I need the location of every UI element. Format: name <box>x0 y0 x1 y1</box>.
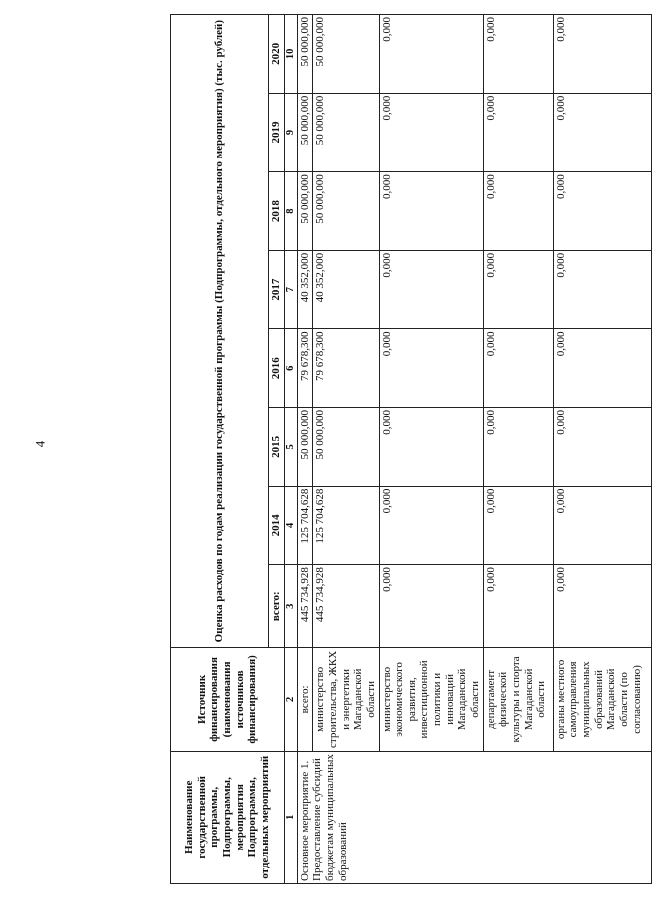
column-index: 9 <box>284 93 297 172</box>
value-cell: 125 704,628 <box>297 486 313 565</box>
column-index: 10 <box>284 15 297 94</box>
value-cell: 0,000 <box>379 565 483 648</box>
value-cell: 0,000 <box>379 172 483 251</box>
header-year: 2020 <box>269 15 285 94</box>
value-cell: 50 000,000 <box>313 15 379 94</box>
value-cell: 0,000 <box>553 15 651 94</box>
value-cell: 0,000 <box>379 15 483 94</box>
value-cell: 0,000 <box>379 408 483 487</box>
budget-table <box>170 14 652 884</box>
source-cell: министерство строительства, ЖКХ и энергетики Магаданской области <box>313 648 379 751</box>
page-number: 4 <box>32 440 48 448</box>
header-total: всего: <box>269 565 285 648</box>
value-cell: 79 678,300 <box>297 329 313 408</box>
value-cell: 40 352,000 <box>297 250 313 329</box>
value-cell: 0,000 <box>379 486 483 565</box>
header-year: 2015 <box>269 408 285 487</box>
source-cell: всего: <box>297 648 313 751</box>
value-cell: 40 352,000 <box>313 250 379 329</box>
column-index: 5 <box>284 408 297 487</box>
value-cell: 50 000,000 <box>297 15 313 94</box>
header-year: 2018 <box>269 172 285 251</box>
value-cell: 50 000,000 <box>313 93 379 172</box>
value-cell: 445 734,928 <box>313 565 379 648</box>
value-cell: 0,000 <box>483 15 553 94</box>
value-cell: 0,000 <box>553 486 651 565</box>
value-cell: 0,000 <box>553 172 651 251</box>
header-year: 2014 <box>269 486 285 565</box>
value-cell: 125 704,628 <box>313 486 379 565</box>
value-cell: 0,000 <box>483 329 553 408</box>
value-cell: 79 678,300 <box>313 329 379 408</box>
column-index: 2 <box>284 648 297 751</box>
value-cell: 50 000,000 <box>297 408 313 487</box>
header-year: 2017 <box>269 250 285 329</box>
value-cell: 0,000 <box>553 329 651 408</box>
value-cell: 0,000 <box>379 93 483 172</box>
value-cell: 0,000 <box>379 329 483 408</box>
column-index: 7 <box>284 250 297 329</box>
source-cell: министерство экономического развития, инвестиционной политики и инноваций Магаданской области <box>379 648 483 751</box>
header-year: 2016 <box>269 329 285 408</box>
value-cell: 0,000 <box>483 408 553 487</box>
value-cell: 0,000 <box>483 93 553 172</box>
value-cell: 0,000 <box>483 565 553 648</box>
column-index: 3 <box>284 565 297 648</box>
source-cell: органы местного самоуправления муниципальных образований Магаданской области (по согласованию) <box>553 648 651 751</box>
value-cell: 0,000 <box>483 250 553 329</box>
column-index: 1 <box>284 751 297 883</box>
value-cell: 0,000 <box>483 486 553 565</box>
header-year: 2019 <box>269 93 285 172</box>
value-cell: 0,000 <box>483 172 553 251</box>
value-cell: 0,000 <box>553 408 651 487</box>
value-cell: 0,000 <box>553 93 651 172</box>
header-estimate: Оценка расходов по годам реализации государственной программы (Подпрограммы, отдельного мероприятия) (тыс. рублей) <box>171 15 269 648</box>
column-index: 8 <box>284 172 297 251</box>
header-source: Источник финансирования (наименования источников финансирования) <box>171 648 285 751</box>
value-cell: 50 000,000 <box>313 408 379 487</box>
value-cell: 0,000 <box>553 565 651 648</box>
column-index: 4 <box>284 486 297 565</box>
value-cell: 0,000 <box>553 250 651 329</box>
value-cell: 50 000,000 <box>297 93 313 172</box>
value-cell: 50 000,000 <box>297 172 313 251</box>
budget-table-rotated <box>170 14 643 884</box>
activity-name: Основное мероприятие 1. Предоставление субсидий бюджетам муниципальных образований <box>297 751 651 883</box>
value-cell: 445 734,928 <box>297 565 313 648</box>
source-cell: департамент физической культуры и спорта Магаданской области <box>483 648 553 751</box>
column-index: 6 <box>284 329 297 408</box>
value-cell: 0,000 <box>379 250 483 329</box>
header-name: Наименование государственной программы, Подпрограммы, мероприятия Подпрограммы, отдельных мероприятий <box>171 751 285 883</box>
value-cell: 50 000,000 <box>313 172 379 251</box>
